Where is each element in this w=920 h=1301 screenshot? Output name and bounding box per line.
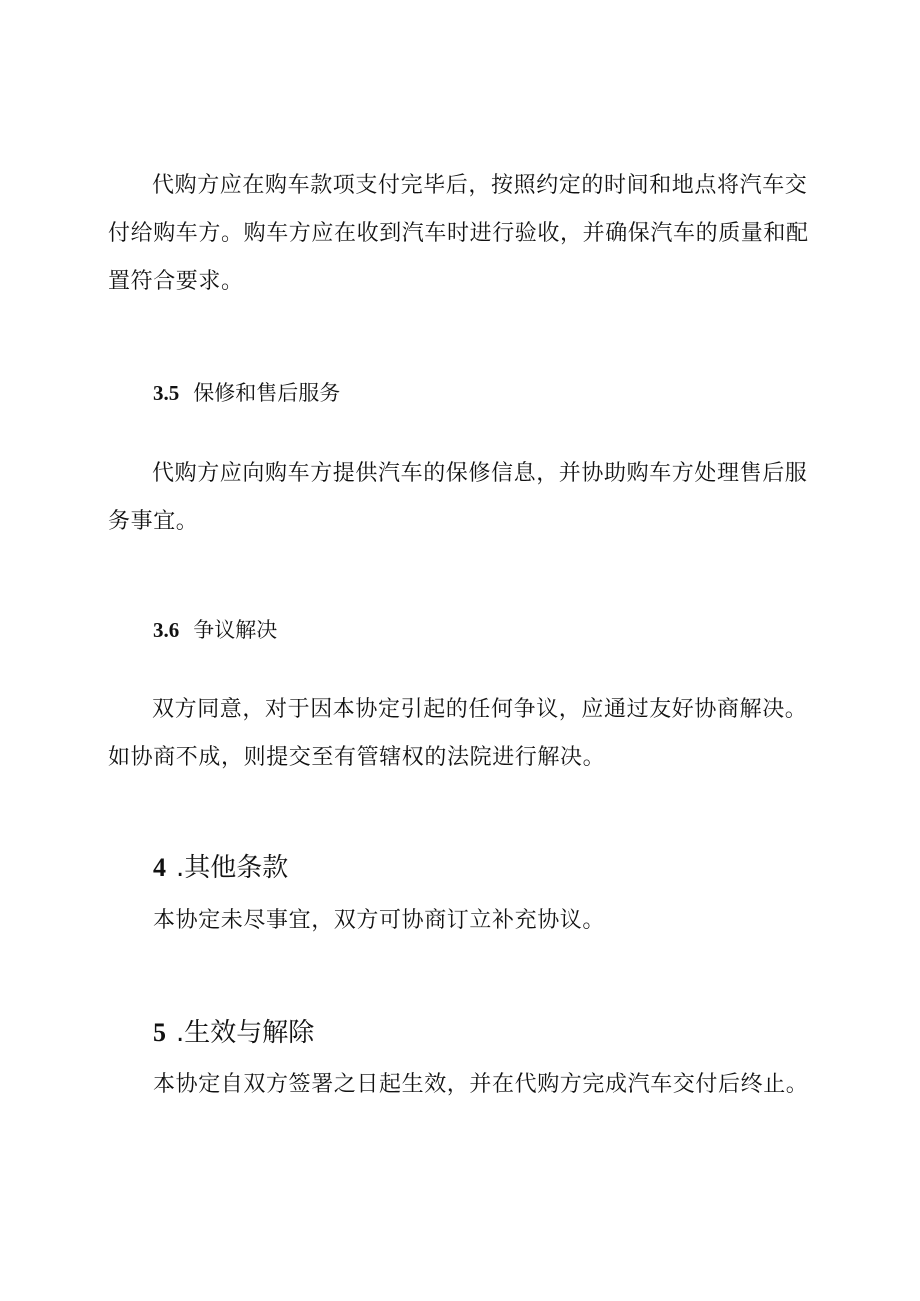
dispute-paragraph: 双方同意，对于因本协定引起的任何争议，应通过友好协商解决。如协商不成，则提交至有管辖权的法院进行解决。 xyxy=(108,697,808,770)
section-number: 3.6 xyxy=(153,618,180,642)
section-title: .生效与解除 xyxy=(176,1018,315,1048)
delivery-paragraph: 代购方应在购车款项支付完毕后，按照约定的时间和地点将汽车交付给购车方。购车方应在收到汽车时进行验收，并确保汽车的质量和配置符合要求。 xyxy=(108,173,809,294)
section-heading-effective xyxy=(153,1015,314,1051)
section-heading-warranty xyxy=(153,378,340,408)
section-title: .其他条款 xyxy=(176,853,289,883)
section-number: 5 xyxy=(153,1018,166,1047)
section-title: 争议解决 xyxy=(193,618,278,642)
other-paragraph: 本协定未尽事宜，双方可协商订立补充协议。 xyxy=(153,908,606,933)
section-title: 保修和售后服务 xyxy=(193,381,341,405)
warranty-paragraph: 代购方应向购车方提供汽车的保修信息，并协助购车方处理售后服务事宜。 xyxy=(108,461,808,534)
section-heading-dispute xyxy=(153,615,277,645)
effective-paragraph: 本协定自双方签署之日起生效，并在代购方完成汽车交付后终止。 xyxy=(153,1072,809,1097)
section-number: 4 xyxy=(153,853,166,882)
section-number: 3.5 xyxy=(153,381,180,405)
section-heading-other xyxy=(153,850,288,886)
